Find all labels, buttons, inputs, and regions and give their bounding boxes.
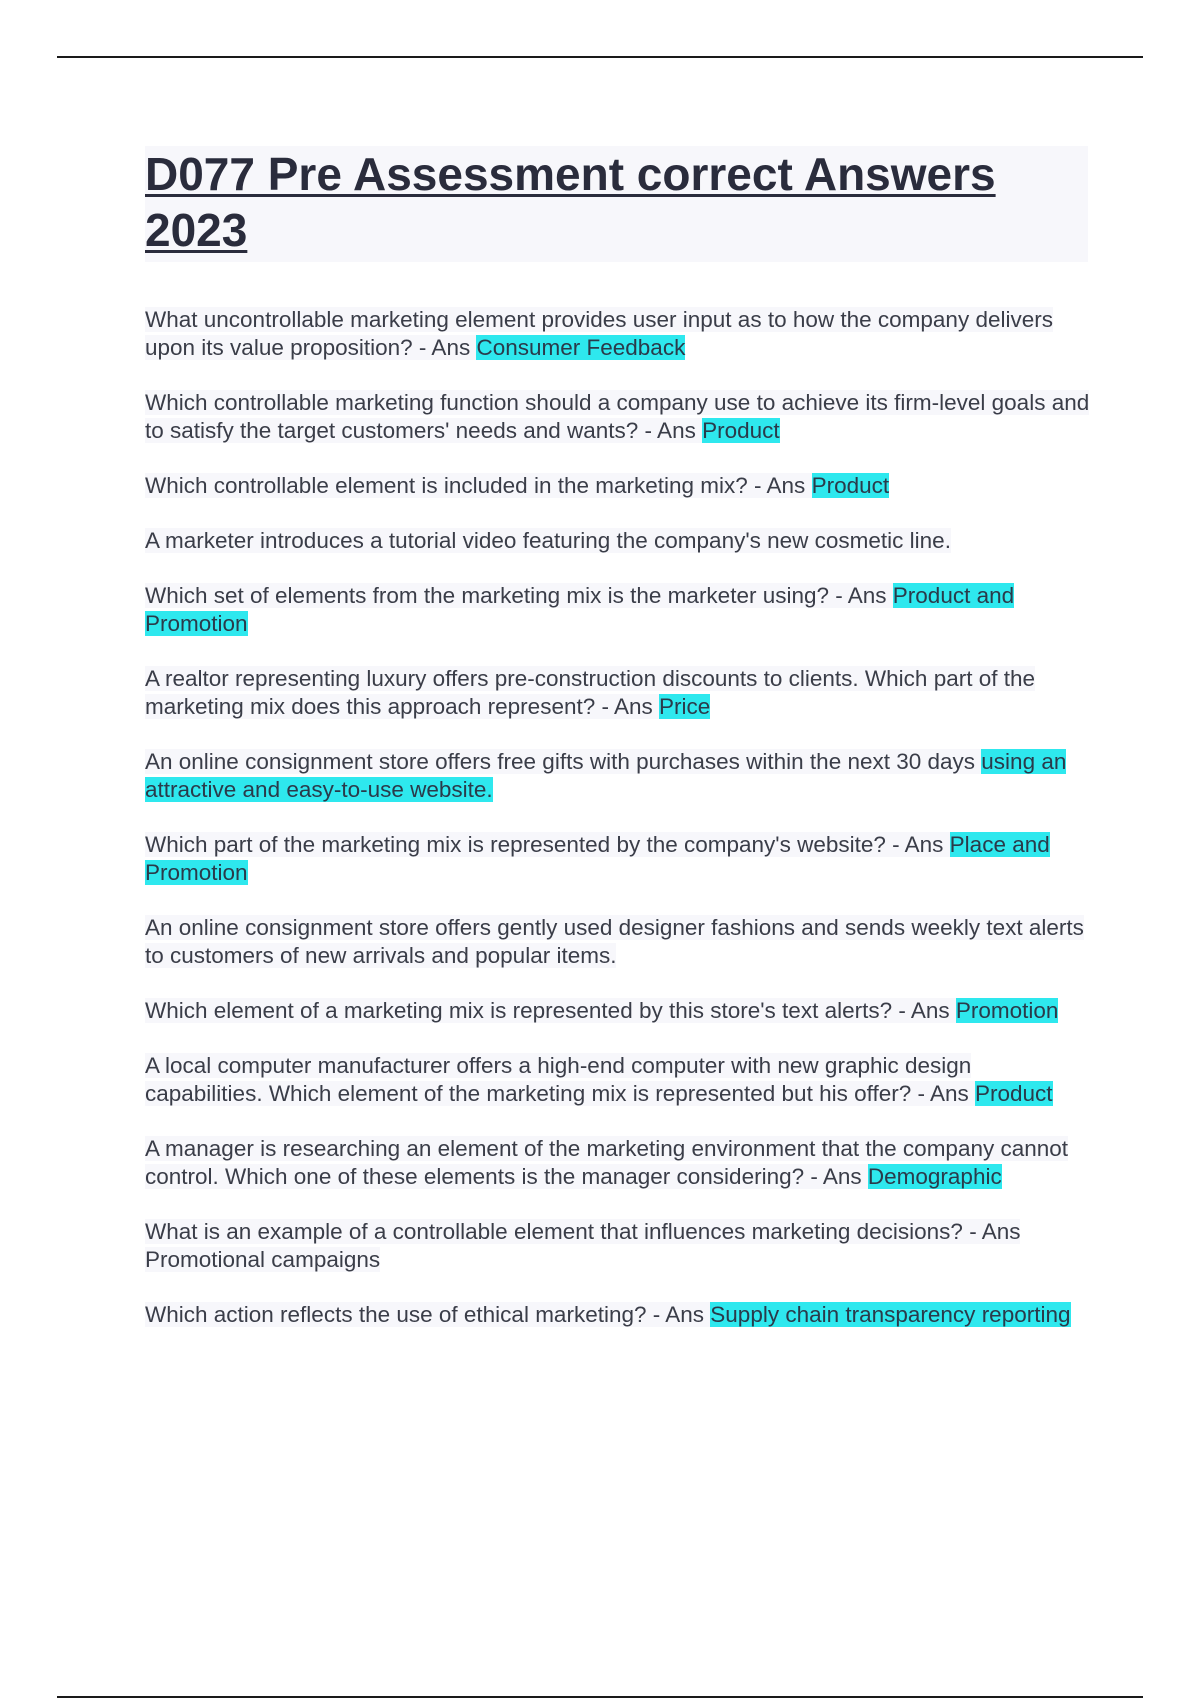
answer-highlight: Product bbox=[702, 418, 780, 443]
answer-highlight: Promotion bbox=[955, 998, 1059, 1023]
question-text: Which controllable element is included in the marketing mix? - Ans bbox=[145, 473, 812, 498]
question-text: Which action reflects the use of ethical marketing? - Ans bbox=[145, 1302, 711, 1327]
qa-paragraph bbox=[145, 1301, 1095, 1329]
answer-highlight: using an attractive and easy-to-use website. bbox=[145, 749, 1067, 802]
question-text: What uncontrollable marketing element provides user input as to how the company delivers upon its value proposition? - Ans bbox=[145, 307, 1053, 360]
qa-paragraph bbox=[145, 914, 1095, 970]
question-text: An online consignment store offers gently used designer fashions and sends weekly text alerts to customers of new arrivals and popular items. bbox=[145, 915, 1084, 968]
qa-paragraph bbox=[145, 1218, 1095, 1274]
page-title: D077 Pre Assessment correct Answers 2023 bbox=[145, 148, 996, 256]
answer-highlight: Product bbox=[974, 1081, 1053, 1106]
question-text: An online consignment store offers free gifts with purchases within the next 30 days bbox=[145, 749, 982, 774]
qa-paragraph bbox=[145, 997, 1095, 1025]
qa-paragraph bbox=[145, 1135, 1095, 1191]
qa-paragraph bbox=[145, 472, 1095, 500]
answer-highlight: Price bbox=[659, 694, 711, 719]
qa-paragraph bbox=[145, 748, 1095, 804]
answer-highlight: Place and Promotion bbox=[145, 832, 1050, 885]
qa-paragraph bbox=[145, 582, 1095, 638]
document-body bbox=[145, 306, 1095, 1356]
question-text: A marketer introduces a tutorial video featuring the company's new cosmetic line. bbox=[145, 528, 951, 553]
title-block bbox=[145, 146, 1088, 262]
question-text: A manager is researching an element of the marketing environment that the company cannot control. Which one of these elements is the manager considering? - Ans bbox=[145, 1136, 1069, 1189]
answer-highlight: Product and Promotion bbox=[145, 583, 1015, 636]
question-text: A realtor representing luxury offers pre-construction discounts to clients. Which part of the marketing mix does this approach represent? - Ans bbox=[145, 666, 1036, 719]
question-text: What is an example of a controllable element that influences marketing decisions? - Ans Promotional campaigns bbox=[145, 1219, 1021, 1272]
question-text: Which element of a marketing mix is represented by this store's text alerts? - Ans bbox=[145, 998, 956, 1023]
question-text: Which part of the marketing mix is represented by the company's website? - Ans bbox=[145, 832, 950, 857]
answer-highlight: Product bbox=[811, 473, 890, 498]
header-rule bbox=[57, 56, 1143, 58]
footer-rule bbox=[57, 1696, 1143, 1698]
qa-paragraph bbox=[145, 665, 1095, 721]
qa-paragraph bbox=[145, 389, 1095, 445]
qa-paragraph bbox=[145, 527, 1095, 555]
question-text: A local computer manufacturer offers a high-end computer with new graphic design capabilities. Which element of the marketing mix is represented but his offer? - Ans bbox=[145, 1053, 975, 1106]
qa-paragraph bbox=[145, 306, 1095, 362]
qa-paragraph bbox=[145, 831, 1095, 887]
qa-paragraph bbox=[145, 1052, 1095, 1108]
answer-highlight: Demographic bbox=[867, 1164, 1002, 1189]
question-text: Which controllable marketing function should a company use to achieve its firm-level goals and to satisfy the target customers' needs and wants? - Ans bbox=[145, 390, 1090, 443]
answer-highlight: Supply chain transparency reporting bbox=[710, 1302, 1071, 1327]
answer-highlight: Consumer Feedback bbox=[476, 335, 686, 360]
question-text: Which set of elements from the marketing mix is the marketer using? - Ans bbox=[145, 583, 893, 608]
